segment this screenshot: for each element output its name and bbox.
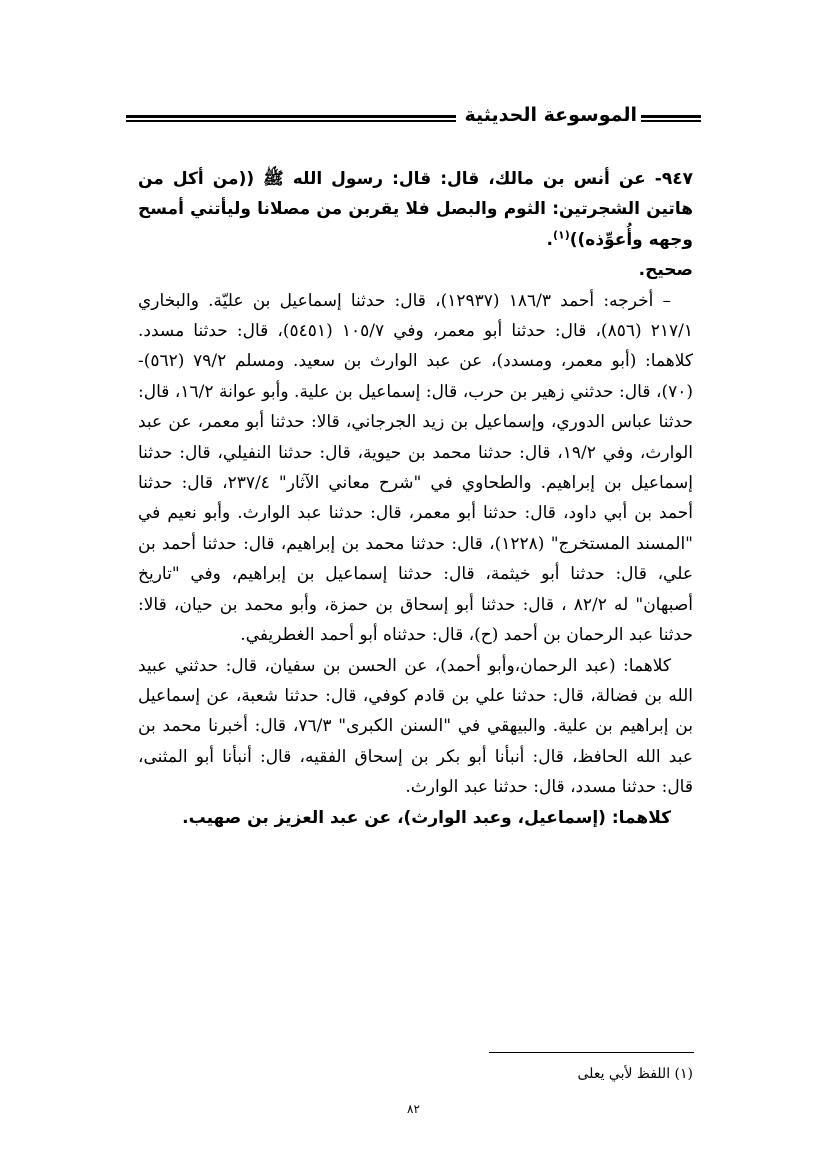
header-rule-left [126, 115, 456, 122]
hadith-tail: . [546, 229, 553, 250]
page-number: ٨٢ [407, 1102, 420, 1116]
grading: صحيح. [638, 260, 693, 281]
header-rule-right [641, 115, 701, 122]
footnote-divider [489, 1052, 694, 1053]
footnote-ref: (١) [552, 228, 570, 242]
footnote: (١) اللفظ لأبي يعلى [577, 1066, 693, 1082]
hadith-text [138, 164, 693, 255]
header-title: الموسوعة الحديثية [464, 104, 637, 126]
takhrij-paragraph: – أخرجه: أحمد ١٨٦/٣ (١٢٩٣٧)، قال: حدثنا إسماعيل بن عليّة. والبخاري ٢١٧/١ (٨٥٦)، قال: حدثنا أبو معمر، وفي ١٠٥/٧ (٥٤٥١)، قال: حدثنا مسدد. كلاهما: (أبو معمر، ومسدد)، عن عبد الوارث بن سعيد. ومسلم ٧٩/٢ (٥٦٢)-(٧٠)، قال: حدثني زهير بن حرب، قال: إسماعيل بن علية. وأبو عوانة ١٦/٢، قال: حدثنا عباس الدوري، وإسماعيل بن زيد الجرجاني، قالا: حدثنا أبو معمر، عن عبد الوارث، وفي ١٩/٢، قال: حدثنا محمد بن حيوية، قال: حدثنا النفيلي، قال: حدثنا إسماعيل بن إبراهيم. والطحاوي في "شرح معاني الآثار" ٢٣٧/٤، قال: حدثنا أحمد بن أبي داود، قال: حدثنا أبو معمر، قال: حدثنا عبد الوارث. وأبو نعيم في "المسند المستخرج" (١٢٢٨)، قال: حدثنا محمد بن إبراهيم، قال: حدثنا أحمد بن علي، قال: حدثنا أبو خيثمة، قال: حدثنا إسماعيل بن إبراهيم، وفي "تاريخ أصبهان" له ٨٢/٢ ، قال: حدثنا أبو إسحاق بن حمزة، وأبو محمد بن حيان، قالا: حدثنا عبد الرحمان بن أحمد (ح)، قال: حدثناه أبو أحمد الغطريفي. [138, 290, 694, 646]
running-header [126, 104, 701, 134]
conclusion-line: كلاهما: (إسماعيل، وعبد الوارث)، عن عبد العزيز بن صهيب. [182, 807, 671, 828]
kilahuma-paragraph: كلاهما: (عبد الرحمان،وأبو أحمد)، عن الحسن بن سفيان، قال: حدثني عبيد الله بن فضالة، قال: حدثنا علي بن قادم كوفي، قال: حدثنا شعبة، عن إسماعيل بن إبراهيم بن علية. والبيهقي في "السنن الكبرى" ٧٦/٣، قال: أخبرنا محمد بن عبد الله الحافظ، قال: أنبأنا أبو بكر بن إسحاق الفقيه، قال: أنبأنا أبو المثنى، قال: حدثنا مسدد، قال: حدثنا عبد الوارث. [138, 655, 693, 798]
hadith-matn: ٩٤٧- عن أنس بن مالك، قال: قال: رسول الله ﷺ ((من أكل من هاتين الشجرتين: الثوم والبصل فلا يقربن من مصلانا وليأتني أمسح وجهه وأُعوِّذه)) [138, 169, 693, 250]
main-text [138, 164, 693, 833]
